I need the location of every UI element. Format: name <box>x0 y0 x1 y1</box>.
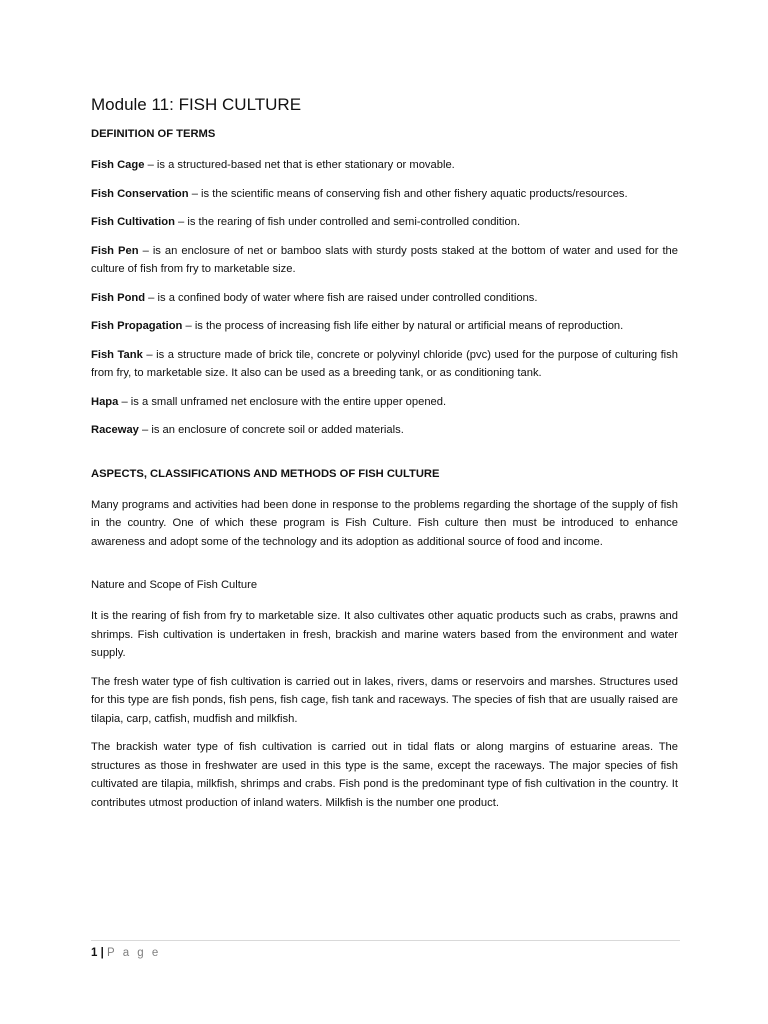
definition-item <box>91 393 678 412</box>
footer-separator: | <box>100 947 104 959</box>
nature-heading: Nature and Scope of Fish Culture <box>91 579 258 591</box>
definition-item <box>91 185 678 204</box>
definition-text: – is the rearing of fish under controlled and semi-controlled condition. <box>174 216 521 228</box>
definition-term: Fish Pen <box>91 244 139 257</box>
definition-term: Fish Cultivation <box>91 216 175 228</box>
aspects-paragraph: Many programs and activities had been done in response to the problems regarding the shortage of the supply of fish in the country. One of which these program is Fish Culture. Fish culture then must be introduced to enhance awareness and adopt some of the technology and its adoption as additional source of food and income. <box>91 498 678 548</box>
definition-text: – is the process of increasing fish life either by natural or artificial means of reproduction. <box>182 320 624 332</box>
page-footer <box>91 940 680 961</box>
definition-text: – is a small unframed net enclosure with the entire upper opened. <box>118 395 447 408</box>
page-label: P a g e <box>107 947 161 959</box>
definition-text: – is an enclosure of net or bamboo slats with sturdy posts staked at the bottom of water and used for the culture of fish from fry to marketable size. <box>91 244 679 275</box>
definition-item <box>91 242 678 279</box>
definition-term: Hapa <box>91 395 119 408</box>
definitions-heading: DEFINITION OF TERMS <box>91 128 216 140</box>
definition-term: Fish Propagation <box>91 320 183 332</box>
nature-paragraph: The fresh water type of fish cultivation is carried out in lakes, rivers, dams or reservoirs and marshes. Structures used for this type are fish ponds, fish pens, fish cage, fish tank and raceways. The species of fish that are usually raised are tilapia, carp, catfish, mudfish and milkfish. <box>91 675 678 725</box>
definition-term: Fish Conservation <box>91 187 189 200</box>
definition-text: – is the scientific means of conserving fish and other fishery aquatic products/resources. <box>188 187 628 200</box>
definition-term: Fish Tank <box>91 348 143 361</box>
aspects-heading: ASPECTS, CLASSIFICATIONS AND METHODS OF FISH CULTURE <box>91 467 440 480</box>
definition-item <box>91 317 678 336</box>
definition-item <box>91 346 678 383</box>
definition-term: Raceway <box>91 424 139 436</box>
definition-text: – is a structured-based net that is ether stationary or movable. <box>144 159 455 171</box>
definition-item <box>91 421 678 440</box>
definition-term: Fish Cage <box>91 159 145 171</box>
definition-text: – is an enclosure of concrete soil or added materials. <box>138 424 404 436</box>
definition-term: Fish Pond <box>91 291 146 304</box>
definition-item <box>91 213 678 232</box>
nature-paragraph: The brackish water type of fish cultivation is carried out in tidal flats or along margins of estuarine areas. The structures as those in freshwater are used in this type is the same, except the raceways. The major species of fish cultivated are tilapia, milkfish, shrimps and crabs. Fish pond is the predominant type of fish cultivation in the country. It contributes utmost production of inland waters. Milkfish is the number one product. <box>91 741 678 809</box>
definition-item <box>91 289 678 308</box>
definition-text: – is a confined body of water where fish are raised under controlled conditions. <box>145 291 538 304</box>
definitions-list <box>91 156 678 440</box>
page-number: 1 <box>91 947 98 959</box>
module-title: Module 11: FISH CULTURE <box>91 95 302 114</box>
definition-item <box>91 156 678 175</box>
nature-paragraph: It is the rearing of fish from fry to marketable size. It also cultivates other aquatic products such as crabs, prawns and shrimps. Fish cultivation is undertaken in fresh, brackish and marine waters based from the environment and water supply. <box>91 610 678 659</box>
definition-text: – is a structure made of brick tile, concrete or polyvinyl chloride (pvc) used for the purpose of culturing fish from fry, to marketable size. It also can be used as a breeding tank, or as conditioning tank. <box>91 348 678 379</box>
page-content <box>91 94 678 822</box>
